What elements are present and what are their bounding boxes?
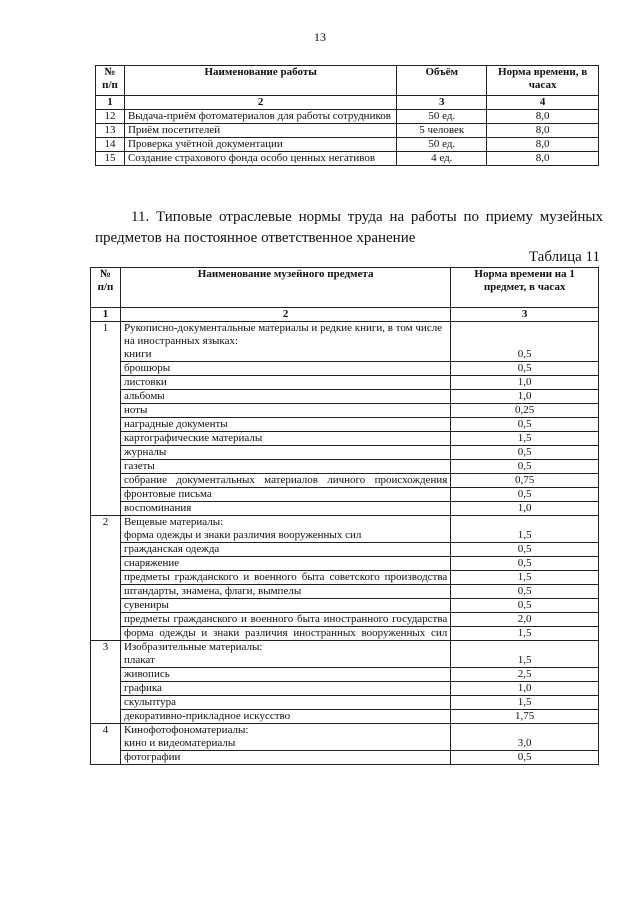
item-name: журналы	[120, 446, 450, 460]
table-row	[91, 460, 599, 474]
item-name: скульптура	[120, 696, 450, 710]
column-number: 3	[451, 308, 599, 322]
museum-items-table	[90, 267, 599, 765]
group-number: 2	[91, 516, 121, 641]
item-name: графика	[120, 682, 450, 696]
table-row	[91, 751, 599, 765]
time-norm: 1,5	[451, 627, 599, 641]
table-row	[91, 641, 599, 668]
time-norm: 0,5	[451, 460, 599, 474]
item-name: живопись	[120, 668, 450, 682]
work-name: Проверка учётной документации	[124, 138, 396, 152]
item-name: листовки	[120, 376, 450, 390]
time-norm: 8,0	[487, 110, 599, 124]
column-number: 1	[96, 96, 125, 110]
item-cell	[120, 724, 450, 751]
volume: 50 ед.	[397, 110, 487, 124]
time-norm: 0,5	[451, 751, 599, 765]
item-name: собрание документальных материалов личного происхождения	[120, 474, 450, 488]
table-row	[91, 710, 599, 724]
time-norm: 2,0	[451, 613, 599, 627]
item-name: форма одежды и знаки различия иностранных вооруженных сил	[120, 627, 450, 641]
work-name: Выдача-приём фотоматериалов для работы сотрудников	[124, 110, 396, 124]
column-number: 3	[397, 96, 487, 110]
item-name: предметы гражданского и военного быта советского производства	[120, 571, 450, 585]
time-norm: 1,5	[451, 571, 599, 585]
table-caption: Таблица 11	[528, 249, 600, 265]
time-norm: 0,25	[451, 404, 599, 418]
column-number: 1	[91, 308, 121, 322]
row-number: 15	[96, 152, 125, 166]
table-row	[91, 613, 599, 627]
item-cell	[120, 641, 450, 668]
page-number: 13	[314, 30, 326, 44]
table-row	[91, 474, 599, 488]
time-norm: 0,5	[451, 585, 599, 599]
time-norm: 3,0	[451, 724, 599, 751]
time-norm: 8,0	[487, 152, 599, 166]
item-name: плакат	[123, 654, 155, 666]
item-name: фронтовые письма	[120, 488, 450, 502]
table-row	[91, 446, 599, 460]
volume: 4 ед.	[397, 152, 487, 166]
table-row	[91, 668, 599, 682]
table-row	[96, 110, 599, 124]
time-norm: 0,5	[451, 557, 599, 571]
table-row	[91, 488, 599, 502]
row-number: 12	[96, 110, 125, 124]
time-norm: 0,75	[451, 474, 599, 488]
item-name: снаряжение	[120, 557, 450, 571]
item-cell	[120, 516, 450, 543]
item-name: штандарты, знамена, флаги, вымпелы	[120, 585, 450, 599]
volume: 50 ед.	[397, 138, 487, 152]
time-norm: 0,5	[451, 418, 599, 432]
time-norm: 2,5	[451, 668, 599, 682]
time-norm: 1,5	[451, 696, 599, 710]
header-time-norm: Норма времени на 1 предмет, в часах	[451, 268, 599, 308]
table-row	[91, 362, 599, 376]
group-title: Кинофотофономатериалы:	[123, 724, 249, 736]
item-name: кино и видеоматериалы	[123, 737, 236, 749]
column-number: 2	[124, 96, 396, 110]
table-row	[91, 599, 599, 613]
time-norm: 0,5	[451, 362, 599, 376]
time-norm: 0,5	[451, 488, 599, 502]
time-norm: 1,5	[451, 432, 599, 446]
time-norm: 0,5	[451, 446, 599, 460]
table-row	[96, 124, 599, 138]
table-row	[91, 724, 599, 751]
table-row	[91, 627, 599, 641]
table-row	[91, 585, 599, 599]
item-name: картографические материалы	[120, 432, 450, 446]
table-row	[91, 571, 599, 585]
header-volume: Объём	[397, 66, 487, 96]
column-number: 4	[487, 96, 599, 110]
item-name: ноты	[120, 404, 450, 418]
time-norm: 8,0	[487, 138, 599, 152]
item-name: альбомы	[120, 390, 450, 404]
item-name: форма одежды и знаки различия вооруженных сил	[123, 529, 362, 541]
table-row	[91, 502, 599, 516]
table-row	[91, 682, 599, 696]
time-norm: 0,5	[451, 322, 599, 362]
time-norm: 0,5	[451, 543, 599, 557]
group-number: 3	[91, 641, 121, 724]
table-row	[91, 557, 599, 571]
header-item-name: Наименование музейного предмета	[120, 268, 450, 308]
item-name: брошюры	[120, 362, 450, 376]
group-title: Вещевые материалы:	[123, 516, 224, 528]
section-heading	[95, 207, 603, 249]
header-number: № п/п	[96, 66, 125, 96]
row-number: 14	[96, 138, 125, 152]
time-norm: 1,0	[451, 682, 599, 696]
item-name: воспоминания	[120, 502, 450, 516]
table-row	[91, 696, 599, 710]
header-number: № п/п	[91, 268, 121, 308]
table-row	[91, 376, 599, 390]
item-cell	[120, 322, 450, 362]
work-name: Создание страхового фонда особо ценных негативов	[124, 152, 396, 166]
item-name: предметы гражданского и военного быта иностранного государства	[120, 613, 450, 627]
time-norm: 1,0	[451, 376, 599, 390]
item-name: сувениры	[120, 599, 450, 613]
time-norm: 1,5	[451, 516, 599, 543]
item-name: наградные документы	[120, 418, 450, 432]
table-row	[91, 322, 599, 362]
works-table	[95, 65, 599, 166]
group-title: Рукописно-документальные материалы и редкие книги, в том числе на иностранных языках:	[123, 322, 443, 347]
table-row	[96, 152, 599, 166]
time-norm: 1,5	[451, 641, 599, 668]
time-norm: 1,0	[451, 502, 599, 516]
item-name: гражданская одежда	[120, 543, 450, 557]
time-norm: 1,0	[451, 390, 599, 404]
table-row	[91, 418, 599, 432]
item-name: газеты	[120, 460, 450, 474]
time-norm: 8,0	[487, 124, 599, 138]
table-row	[91, 404, 599, 418]
group-number: 1	[91, 322, 121, 516]
header-work-name: Наименование работы	[124, 66, 396, 96]
time-norm: 1,75	[451, 710, 599, 724]
group-title: Изобразительные материалы:	[123, 641, 263, 653]
table-row	[96, 138, 599, 152]
column-number: 2	[120, 308, 450, 322]
section-heading-text: 11. Типовые отраслевые нормы труда на работы по приему музейных предметов на постоянное ответственное хранение	[95, 209, 603, 246]
header-time-norm: Норма времени, в часах	[487, 66, 599, 96]
item-name: книги	[123, 348, 152, 360]
item-name: фотографии	[120, 751, 450, 765]
group-number: 4	[91, 724, 121, 765]
table-row	[91, 432, 599, 446]
volume: 5 человек	[397, 124, 487, 138]
row-number: 13	[96, 124, 125, 138]
table-row	[91, 390, 599, 404]
time-norm: 0,5	[451, 599, 599, 613]
table-row	[91, 516, 599, 543]
table-row	[91, 543, 599, 557]
item-name: декоративно-прикладное искусство	[120, 710, 450, 724]
work-name: Приём посетителей	[124, 124, 396, 138]
